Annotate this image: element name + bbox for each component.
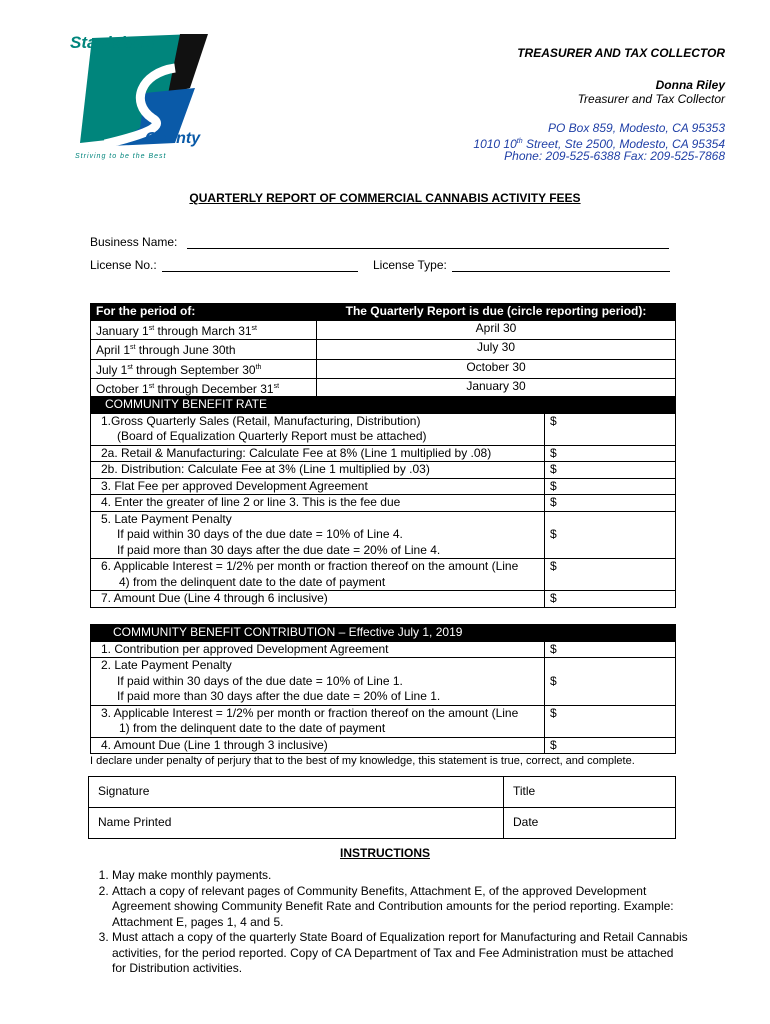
license-no-field[interactable] xyxy=(90,258,358,272)
license-type-field[interactable] xyxy=(373,258,670,272)
cbc-header: COMMUNITY BENEFIT CONTRIBUTION – Effective July 1, 2019 xyxy=(91,625,676,642)
instruction-item: 3. Must attach a copy of the quarterly State Board of Equalization report for Manufacturing and Retail Cannabis activities, for the period reported. Copy of CA Department of Tax and Fee Administration must be attached for Distribution activities. xyxy=(112,930,690,977)
dept-name: TREASURER AND TAX COLLECTOR xyxy=(517,46,725,60)
period-row[interactable]: July 1st through September 30th October 30 xyxy=(91,359,676,379)
period-row[interactable]: October 1st through December 31st January 30 xyxy=(91,379,676,399)
signature-table xyxy=(88,776,676,839)
amount-field[interactable]: $ xyxy=(545,413,676,445)
signature-field[interactable]: Signature xyxy=(89,777,504,808)
title-field[interactable]: Title xyxy=(504,777,676,808)
address-1: PO Box 859, Modesto, CA 95353 xyxy=(548,121,725,135)
date-field[interactable]: Date xyxy=(504,808,676,839)
amount-field[interactable]: $ xyxy=(545,737,676,754)
license-type-label: License Type: xyxy=(373,258,447,272)
county-logo xyxy=(70,28,215,163)
period-row[interactable]: April 1st through June 30th July 30 xyxy=(91,340,676,360)
amount-field[interactable]: $ xyxy=(545,478,676,495)
due-header: The Quarterly Report is due (circle reporting period): xyxy=(317,304,676,321)
amount-field[interactable]: $ xyxy=(545,559,676,591)
logo-top-text: Stanislaus xyxy=(70,33,156,52)
community-benefit-contribution-table: COMMUNITY BENEFIT CONTRIBUTION – Effective July 1, 2019 1. Contribution per approved Development Agreement $ 2. Late Payment Penalty If paid within 30 days of the due date = 10% of Line 1. If paid more than 30 days after the due date = 20% of Line 1. $ 3. Applicable Interest = 1/2% per month or fraction thereof on the amount (Line 1) from the delinquent date to the date of payment $ 4. Amount Due (Line 1 through 3 inclusive) $ xyxy=(90,624,676,754)
name-printed-field[interactable]: Name Printed xyxy=(89,808,504,839)
phone-fax: Phone: 209-525-6388 Fax: 209-525-7868 xyxy=(504,149,725,163)
instructions-list xyxy=(90,868,690,977)
amount-field[interactable]: $ xyxy=(545,445,676,462)
page-title: QUARTERLY REPORT OF COMMERCIAL CANNABIS ACTIVITY FEES xyxy=(189,191,581,205)
business-name-field[interactable] xyxy=(90,235,669,249)
declaration: I declare under penalty of perjury that to the best of my knowledge, this statement is true, correct, and complete. xyxy=(90,755,635,767)
instruction-item: 1. May make monthly payments. xyxy=(112,868,690,884)
official-role: Treasurer and Tax Collector xyxy=(577,92,725,106)
business-name-label: Business Name: xyxy=(90,235,178,249)
license-no-label: License No.: xyxy=(90,258,157,272)
official-name: Donna Riley xyxy=(655,78,725,92)
period-header: For the period of: xyxy=(91,304,317,321)
amount-field[interactable]: $ xyxy=(545,705,676,737)
address-2: 1010 10th Street, Ste 2500, Modesto, CA 95354 xyxy=(473,137,725,151)
amount-field[interactable]: $ xyxy=(545,658,676,706)
logo-bottom-text: County xyxy=(145,130,201,147)
logo-tagline: Striving to be the Best xyxy=(75,153,167,160)
amount-field[interactable]: $ xyxy=(545,462,676,479)
amount-field[interactable]: $ xyxy=(545,495,676,512)
instruction-item: 2. Attach a copy of relevant pages of Community Benefits, Attachment E, of the approved Development Agreement showing Community Benefit Rate and Contribution amounts for the period reporting. Example: Attachment E, pages 1, 4 and 5. xyxy=(112,884,690,931)
instructions-heading: INSTRUCTIONS xyxy=(340,846,430,860)
amount-field[interactable]: $ xyxy=(545,641,676,658)
cbr-header: COMMUNITY BENEFIT RATE xyxy=(91,397,676,414)
amount-field[interactable]: $ xyxy=(545,591,676,608)
community-benefit-rate-table: COMMUNITY BENEFIT RATE 1.Gross Quarterly Sales (Retail, Manufacturing, Distribution) (Board of Equalization Quarterly Report must be attached) $ 2a. Retail & Manufacturing: Calculate Fee at 8% (Line 1 multiplied by .08) $ 2b. Distribution: Calculate Fee at 3% (Line 1 multiplied by .03) $ 3. Flat Fee per approved Development Agreement $ 4. Enter the greater of line 2 or line 3. This is the fee due $ 5. Late Payment Penalty If paid within 30 days of the due date = 10% of Line 4. If paid more than 30 days after the due date = 20% of Line 4. $ 6. Applicable Interest = 1/2% per month or fraction thereof on the amount (Line 4) from the delinquent date to the date of payment $ 7. Amount Due (Line 4 through 6 inclusive) $ xyxy=(90,396,676,608)
period-table xyxy=(90,303,676,399)
amount-field[interactable]: $ xyxy=(545,511,676,559)
period-row[interactable]: January 1st through March 31st April 30 xyxy=(91,320,676,340)
